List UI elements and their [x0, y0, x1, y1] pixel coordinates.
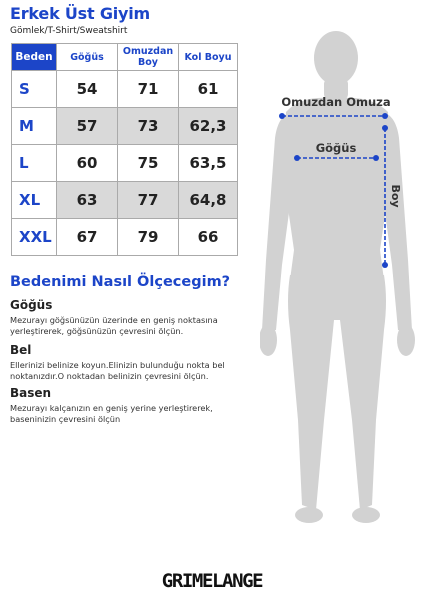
kol-cell: 64,8	[179, 182, 238, 219]
kol-cell: 63,5	[179, 145, 238, 182]
gogus-cell: 60	[57, 145, 118, 182]
boy-cell: 75	[118, 145, 179, 182]
gogus-cell: 54	[57, 71, 118, 108]
length-point-bottom	[382, 262, 388, 268]
size-cell: L	[12, 145, 57, 182]
kol-cell: 61	[179, 71, 238, 108]
column-header-gogus: Göğüs	[57, 44, 118, 71]
shoulder-point-left	[279, 113, 285, 119]
gogus-cell: 67	[57, 219, 118, 256]
boy-cell: 79	[118, 219, 179, 256]
table-header-row	[12, 44, 238, 71]
bel-description: Ellerinizi belinize koyun.Elinizin bulunduğu nokta bel noktanızdır.O noktadan belinizin çevresini ölçün.	[10, 360, 225, 381]
how-to-measure-title: Bedenimi Nasıl Ölçecegim?	[10, 274, 231, 290]
boy-cell: 73	[118, 108, 179, 145]
gogus-heading: Göğüs	[10, 298, 53, 312]
length-label: Boy	[389, 184, 402, 208]
chest-label: Göğüs	[315, 141, 357, 155]
brand-logo: GRIMELANGE	[161, 570, 263, 592]
size-table	[11, 43, 238, 256]
gogus-description: Mezurayı göğsünüzün üzerinde en geniş noktasına yerleştirerek, göğsünüzün çevresini ölçün.	[10, 315, 218, 336]
bel-heading: Bel	[10, 343, 32, 357]
shoulder-point-right	[382, 113, 388, 119]
kol-cell: 62,3	[179, 108, 238, 145]
size-cell: S	[12, 71, 57, 108]
table-row	[12, 145, 238, 182]
page-title: Erkek Üst Giyim	[10, 4, 151, 23]
table-row	[12, 108, 238, 145]
page-subtitle: Gömlek/T-Shirt/Sweatshirt	[10, 26, 128, 36]
boy-cell: 77	[118, 182, 179, 219]
basen-description: Mezurayı kalçanızın en geniş yerine yerleştirerek, baseninizin çevresini ölçün	[10, 403, 213, 424]
column-header-beden: Beden	[12, 44, 57, 71]
shoulder-label: Omuzdan Omuza	[281, 95, 391, 109]
kol-cell: 66	[179, 219, 238, 256]
body-silhouette-figure	[260, 28, 424, 558]
size-cell: XXL	[12, 219, 57, 256]
table-row	[12, 71, 238, 108]
gogus-cell: 57	[57, 108, 118, 145]
size-cell: M	[12, 108, 57, 145]
chest-point-left	[294, 155, 300, 161]
table-row	[12, 182, 238, 219]
column-header-kol-boyu: Kol Boyu	[179, 44, 238, 71]
basen-heading: Basen	[10, 386, 52, 400]
chest-point-right	[373, 155, 379, 161]
length-point-top	[382, 125, 388, 131]
boy-cell: 71	[118, 71, 179, 108]
gogus-cell: 63	[57, 182, 118, 219]
size-cell: XL	[12, 182, 57, 219]
column-header-omuzdan-boy: Omuzdan Boy	[118, 44, 179, 71]
table-row	[12, 219, 238, 256]
